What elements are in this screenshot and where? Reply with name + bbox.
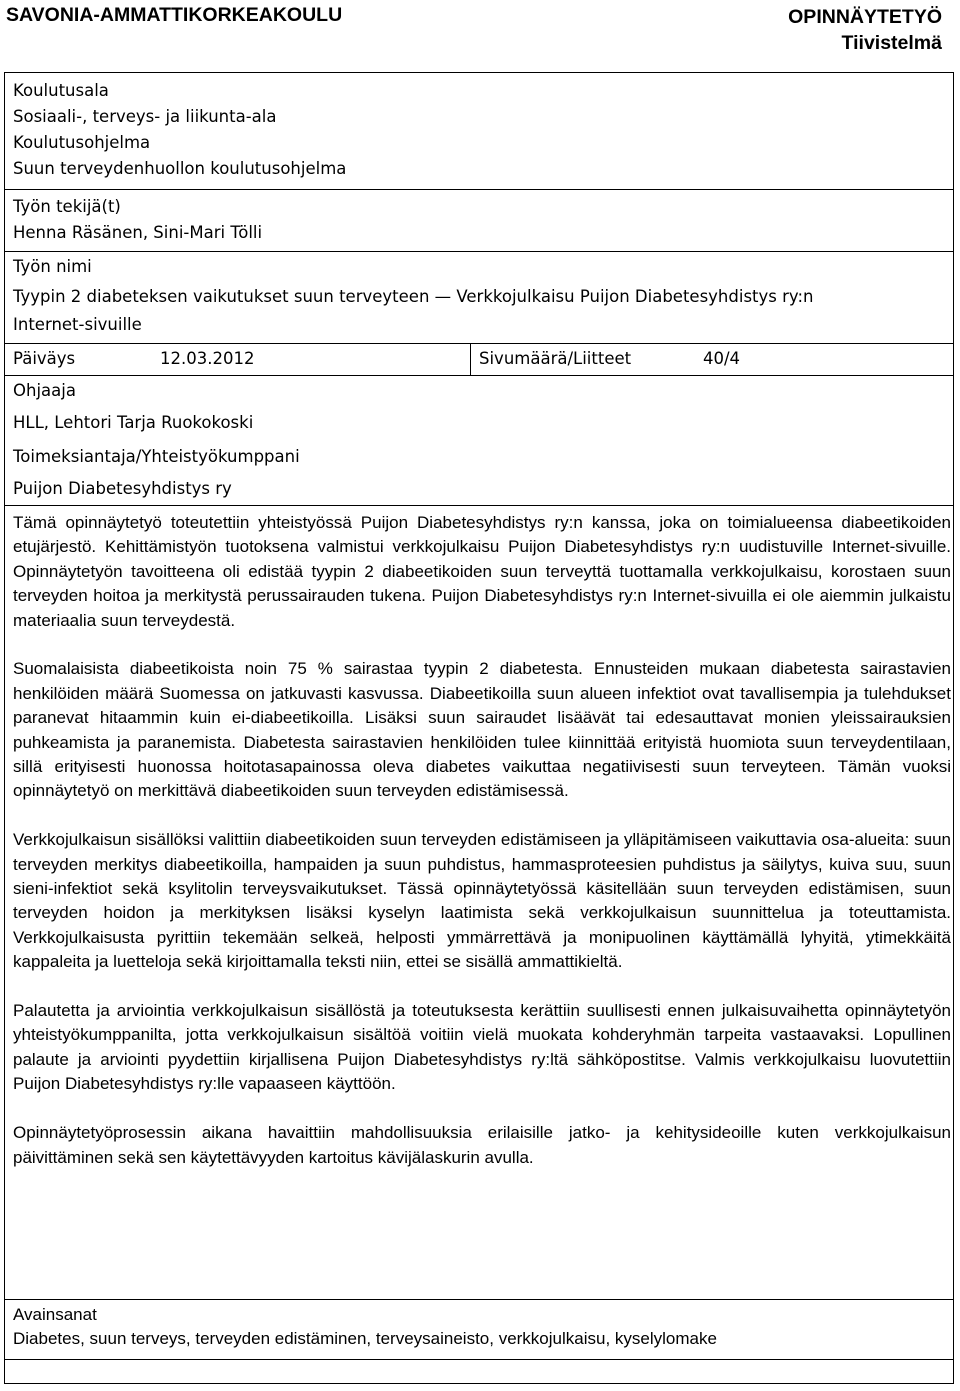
- divider: [5, 375, 953, 376]
- field-value-koulutusala: Sosiaali-, terveys- ja liikunta-ala: [13, 107, 277, 126]
- abstract-paragraph: Tämä opinnäytetyö toteutettiin yhteistyössä Puijon Diabetesyhdistys ry:n kanssa, joka on toimialueensa diabeetikoiden etujärjestö. Kehittämistyön tuotoksena valmistui verkkojulkaisu Puijon Diabetesyhdistys ry:n uudistuville Internet-sivuille. Opinnäytetyön tavoitteena oli edistää tyypin 2 diabeetikoiden suun terveyttä tuottamalla verkkojulkaisu, korostaen suun terveyden hoitoa ja merkitystä perussairauden tukena. Puijon Diabetesyhdistys ry:n Internet-sivuilla ei ole aiemmin julkaistu materiaalia suun terveydestä.: [13, 513, 951, 630]
- field-label-toimeksiantaja: Toimeksiantaja/Yhteistyökumppani: [13, 447, 300, 466]
- abstract-paragraph: Opinnäytetyöprosessin aikana havaittiin mahdollisuuksia erilaisille jatko- ja kehitysideoille kuten verkkojulkaisun päivittäminen sekä sen käytettävyyden kartoitus kävijälaskurin avulla.: [13, 1123, 951, 1167]
- keywords-label: Avainsanat: [13, 1305, 97, 1324]
- abstract-form: [4, 72, 954, 1384]
- field-label-paivays: Päiväys: [13, 349, 76, 368]
- abstract-paragraph: Palautetta ja arviointia verkkojulkaisun sisällöstä ja toteutuksesta kerättiin suullisesti ennen julkaisuvaihetta opinnäytetyön yhteistyökumppanilta, jotta verkkojulkaisun sisältöä voitiin vielä muokata kohderyhmän tarpeita vastaavaksi. Lopullinen palaute ja arviointi pyydettiin kirjallisena Puijon Diabetesyhdistys ry:ltä sähköpostitse. Valmis verkkojulkaisu luovutettiin Puijon Diabetesyhdistys ry:lle vapaaseen käyttöön.: [13, 1001, 951, 1094]
- institution-name: SAVONIA-AMMATTIKORKEAKOULU: [6, 4, 343, 26]
- field-label-ohjaaja: Ohjaaja: [13, 381, 76, 400]
- document-type-title: OPINNÄYTETYÖ: [788, 6, 942, 28]
- field-value-ohjaaja: HLL, Lehtori Tarja Ruokokoski: [13, 413, 254, 432]
- document-type: [788, 4, 942, 56]
- abstract-paragraph: Suomalaisista diabeetikoista noin 75 % sairastaa tyypin 2 diabetesta. Ennusteiden mukaan diabetesta sairastavien henkilöiden määrä Suomessa on jatkuvasti kasvussa. Diabeetikoilla suun alueen infektiot ovat tavallisempia ja tulehdukset paranevat hitaammin kuin ei-diabeetikoilla. Lisäksi suun sairaudet lisäävät tai edesauttavat monien yleissairauksien puhkeamista ja paranemista. Diabetesta sairastavien henkilöiden tulee kiinnittää erityistä huomiota suun terveydentilaan, sillä erityisesti huonossa hoitotasapainossa oleva diabetes vaikuttaa negatiivisesti suun terveyteen. Tämän vuoksi opinnäytetyö on merkittävä diabeetikoiden suun terveyden edistämisessä.: [13, 659, 951, 801]
- field-value-nimi-line2: Internet-sivuille: [13, 315, 142, 334]
- divider: [5, 251, 953, 252]
- field-value-nimi-line1: Tyypin 2 diabeteksen vaikutukset suun terveyteen — Verkkojulkaisu Puijon Diabetesyhdistys ry:n: [13, 287, 814, 306]
- field-value-koulutusohjelma: Suun terveydenhuollon koulutusohjelma: [13, 159, 347, 178]
- abstract-paragraph: Verkkojulkaisun sisällöksi valittiin diabeetikoiden suun terveyden edistämiseen ja ylläpitämiseen vaikuttavia osa-alueita: suun terveyden merkitys diabeetikoilla, hampaiden ja suun puhdistus, hammasproteesien puhdistus ja säilytys, kuiva suu, suun sieni-infektiot sekä ksylitolin terveysvaikutukset. Tässä opinnäytetyössä käsitellään suun terveyden edistämisen, suun terveyden hoidon ja merkityksen lisäksi kyselyn laatimista sekä verkkojulkaisun suunnittelua ja toteuttamista. Verkkojulkaisusta pyrittiin tekemään selkeä, helposti ymmärrettävä ja monipuolinen käyttämällä lyhyitä, ytimekkäitä kappaleita ja luetteloja sekä kirjoittamalla teksti niin, ettei se sisällä ammattikieltä.: [13, 830, 951, 972]
- divider: [5, 343, 953, 344]
- field-value-paivays: 12.03.2012: [160, 349, 255, 368]
- field-label-tekijat: Työn tekijä(t): [13, 197, 121, 216]
- keywords-value: Diabetes, suun terveys, terveyden edistäminen, terveysaineisto, verkkojulkaisu, kyselylomake: [13, 1329, 717, 1348]
- divider: [5, 505, 953, 506]
- field-value-sivumaara: 40/4: [703, 349, 741, 368]
- document-type-subtitle: Tiivistelmä: [841, 32, 942, 54]
- field-value-toimeksiantaja: Puijon Diabetesyhdistys ry: [13, 479, 232, 498]
- field-label-nimi: Työn nimi: [13, 257, 92, 276]
- field-value-tekijat: Henna Räsänen, Sini-Mari Tölli: [13, 223, 263, 242]
- divider: [5, 1299, 953, 1300]
- field-label-koulutusohjelma: Koulutusohjelma: [13, 133, 151, 152]
- divider: [5, 1359, 953, 1360]
- field-label-sivumaara: Sivumäärä/Liitteet: [479, 349, 632, 368]
- divider: [5, 189, 953, 190]
- field-label-koulutusala: Koulutusala: [13, 81, 109, 100]
- divider-vertical: [470, 343, 471, 375]
- abstract-body: [13, 511, 951, 1194]
